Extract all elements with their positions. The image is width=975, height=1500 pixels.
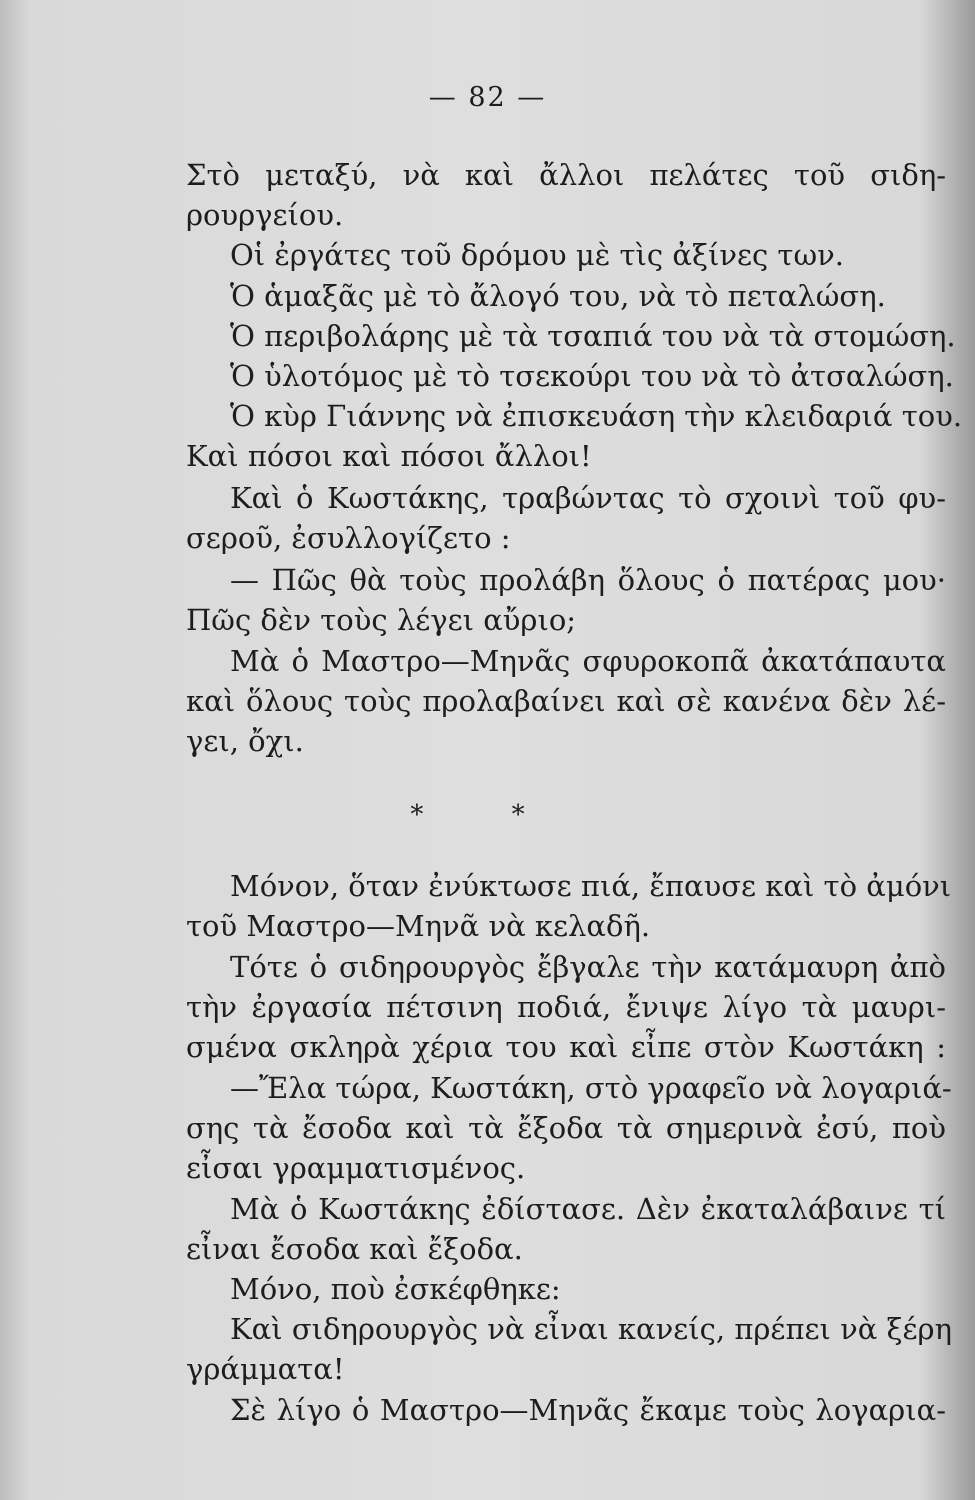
text-line: ρουργείου. [186,198,344,232]
text-line: Ὁ περιβολάρης μὲ τὰ τσαπιά του νὰ τὰ στομώση. [230,319,956,353]
text-line: Καὶ πόσοι καὶ πόσοι ἄλλοι! [186,439,592,473]
text-line: Πῶς δὲν τοὺς λέγει αὔριο; [186,603,577,637]
text-line: καὶ ὅλους τοὺς προλαβαίνει καὶ σὲ κανένα δὲν λέ- [186,684,946,718]
text-line: Μόνον, ὅταν ἐνύκτωσε πιά, ἔπαυσε καὶ τὸ ἀμόνι [230,869,952,903]
text-line: —Ἔλα τώρα, Κωστάκη, στὸ γραφεῖο νὰ λογαριά- [230,1071,952,1105]
text-line: σμένα σκληρὰ χέρια του καὶ εἶπε στὸν Κωστάκη : [186,1030,946,1064]
text-line: Ὁ κὺρ Γιάννης νὰ ἐπισκευάση τὴν κλειδαριά του. [230,399,963,433]
text-line: Καὶ σιδηρουργὸς νὰ εἶναι κανείς, πρέπει νὰ ξέρη [230,1312,952,1346]
text-line: σης τὰ ἔσοδα καὶ τὰ ἔξοδα τὰ σημερινὰ ἐσύ, ποὺ [186,1111,946,1145]
text-line: τὴν ἐργασία πέτσινη ποδιά, ἔνιψε λίγο τὰ μαυρι- [186,990,946,1024]
text-line: Τότε ὁ σιδηρουργὸς ἔβγαλε τὴν κατάμαυρη ἀπὸ [230,950,946,984]
text-line: Οἱ ἐργάτες τοῦ δρόμου μὲ τὶς ἀξίνες των. [230,238,844,272]
text-line: τοῦ Μαστρο—Μηνᾶ νὰ κελαδῆ. [186,909,651,943]
text-line: Καὶ ὁ Κωστάκης, τραβώντας τὸ σχοινὶ τοῦ φυ- [230,481,946,515]
text-line: γει, ὄχι. [186,724,304,758]
text-line: εἶσαι γραμματισμένος. [186,1151,526,1185]
text-line: Μὰ ὁ Μαστρο—Μηνᾶς σφυροκοπᾶ ἀκατάπαυτα [230,644,946,678]
text-line: Μὰ ὁ Κωστάκης ἐδίστασε. Δὲν ἐκαταλάβαινε τί [230,1192,946,1226]
text-line: Ὁ ὑλοτόμος μὲ τὸ τσεκούρι του νὰ τὸ ἀτσαλώση. [230,359,954,393]
text-line: σεροῦ, ἐσυλλογίζετο : [186,521,511,555]
text-line: εἶναι ἔσοδα καὶ ἔξοδα. [186,1232,523,1266]
page-number: — 82 — [428,82,547,113]
text-line: Στὸ μεταξύ, νὰ καὶ ἄλλοι πελάτες τοῦ σιδη- [186,158,946,192]
text-line: Μόνο, ποὺ ἐσκέφθηκε: [230,1272,561,1306]
text-line: Ὁ ἁμαξᾶς μὲ τὸ ἄλογό του, νὰ τὸ πεταλώση. [230,279,886,313]
text-line: — Πῶς θὰ τοὺς προλάβη ὅλους ὁ πατέρας μου· [230,563,946,597]
text-line: Σὲ λίγο ὁ Μαστρο—Μηνᾶς ἔκαμε τοὺς λογαρια- [230,1393,946,1427]
text-line: γράμματα! [186,1352,345,1386]
section-separator: * * [410,800,565,830]
